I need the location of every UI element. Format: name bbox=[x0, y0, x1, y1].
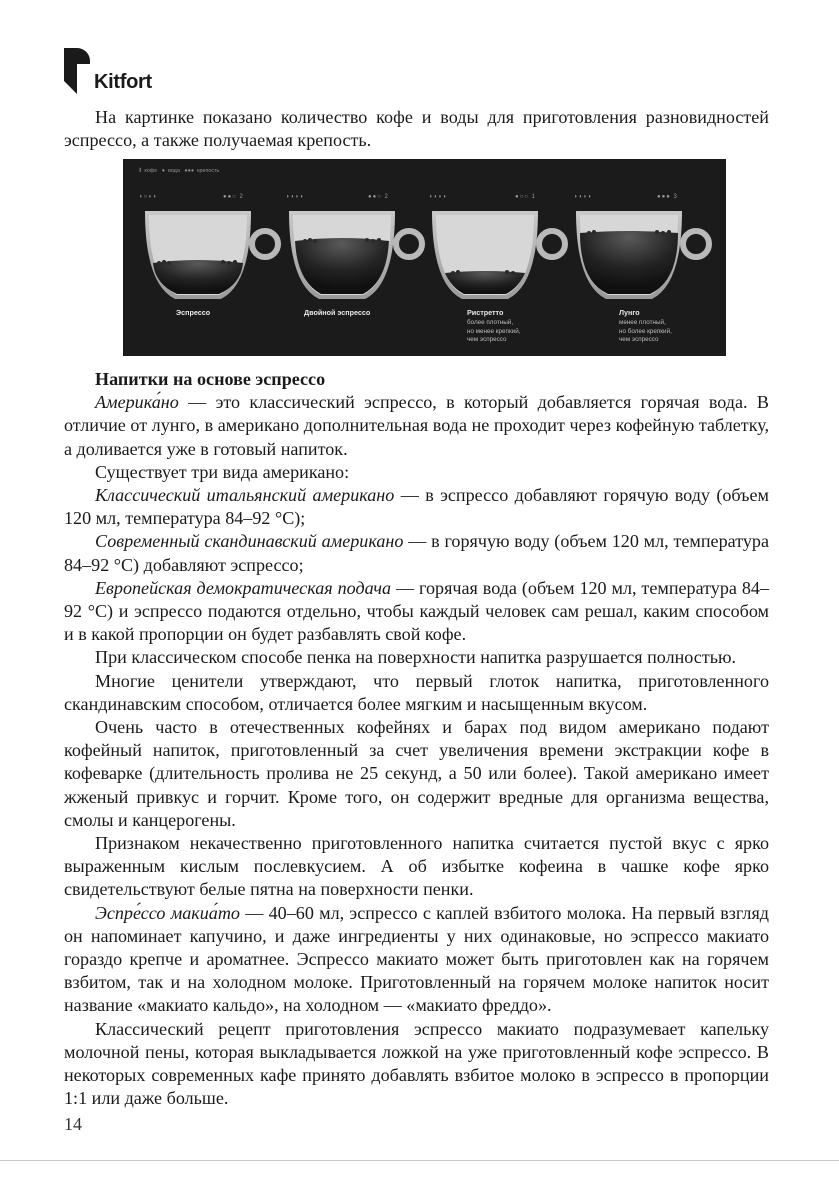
term-euro: Европейская демократическая подача bbox=[95, 577, 392, 598]
paragraph-recipe: Классический рецепт приготовления эспрессо макиато подразумевает капельку молочной пены, которая выкладывается ложкой на уже приготовленный кофе эспрессо. В некоторых современных кафе принято добавлять взбитое молоко в эспрессо в пропорции 1:1 или даже больше. bbox=[64, 1018, 769, 1109]
term-americano: Америка́но bbox=[95, 392, 179, 413]
cup-espresso bbox=[145, 211, 278, 299]
cup-espresso-strength: ●●○ 2 bbox=[223, 194, 244, 200]
coffee-cups-figure bbox=[123, 159, 726, 356]
cup-double-espresso-strength: ●●○ 2 bbox=[368, 194, 389, 200]
cup-espresso-label: Эспрессо bbox=[176, 308, 211, 317]
cup-double-espresso bbox=[289, 211, 422, 299]
term-scandi: Современный скандинавский американо bbox=[95, 531, 404, 552]
legend-strength: крепость bbox=[197, 168, 220, 174]
cup-lungo-note: менее плотный, но более крепкий, чем эспрессо bbox=[619, 319, 672, 344]
figure-legend bbox=[139, 168, 222, 175]
water-drop-icon: ● bbox=[161, 168, 165, 174]
coffee-bean-icon: ⦀ bbox=[139, 168, 142, 174]
paragraph-scandi: Современный скандинавский американо — в горячую воду (объем 120 мл, температура 84–92 °C) добавляют эспрессо; bbox=[64, 531, 769, 575]
term-macchiato: Эспре́ссо макиа́то bbox=[95, 902, 240, 923]
term-classic: Классический итальянский американо bbox=[95, 485, 395, 506]
cup-ristretto bbox=[432, 211, 565, 299]
paragraph-euro: Европейская демократическая подача — горячая вода (объем 120 мл, температура 84–92 °C) и эспрессо подаются отдельно, чтобы каждый человек сам решал, каким способом и в какой пропорции он будет разбавлять свой кофе. bbox=[64, 577, 769, 645]
cup-ristretto-note: более плотный, но менее крепкий, чем эспрессо bbox=[467, 319, 521, 344]
legend-water: вода bbox=[168, 168, 180, 174]
paragraph-bars: Очень часто в отечественных кофейнях и барах под видом американо подают кофейный напиток, приготовленный за счет увеличения времени экстракции кофе в кофеварке (длительность пролива не 25 секунд, а 50 или более). Такой американо имеет жженый привкус и горчит. Кроме того, он содержит вредные для организма вещества, смолы и канцерогены. bbox=[64, 717, 769, 830]
cup-ristretto-label: Ристретто bbox=[467, 308, 504, 317]
paragraph-classic: Классический итальянский американо — в эспрессо добавляют горячую воду (объем 120 мл, температура 84–92 °C); bbox=[64, 485, 769, 529]
cup-lungo-strength: ●●● 3 bbox=[657, 194, 678, 200]
cup-ristretto-icons: ◗◗◗◗ bbox=[429, 194, 448, 200]
paragraph-connoisseurs: Многие ценители утверждают, что первый глоток напитка, приготовленного скандинавским способом, отличается более мягким и насыщенным вкусом. bbox=[64, 670, 769, 714]
paragraph-sign: Признаком некачественно приготовленного напитка считается пустой вкус с ярко выраженным кислым послевкусием. А об избытке кофеина в чашке кофе ярко свидетельствуют белые пятна на поверхности пенки. bbox=[64, 833, 769, 900]
paragraph-americano: Америка́но — это классический эспрессо, в который добавляется горячая вода. В отличие от лунго, в американо дополнительная вода не проходит через кофейную таблетку, а доливается уже в готовый напиток. bbox=[64, 392, 769, 459]
cup-double-espresso-icons: ◗◗◗◗ bbox=[286, 194, 305, 200]
paragraph-types-intro: Существует три вида американо: bbox=[95, 461, 350, 482]
cup-lungo-label: Лунго bbox=[619, 308, 640, 317]
intro-paragraph: На картинке показано количество кофе и воды для приготовления разновидностей эспрессо, а также получаемая крепость. bbox=[64, 107, 769, 151]
kitfort-logo-icon bbox=[64, 48, 90, 94]
cup-double-espresso-label: Двойной эспрессо bbox=[304, 308, 371, 317]
article-body bbox=[64, 368, 769, 1111]
strength-dots-icon: ●●● bbox=[184, 168, 195, 174]
cup-lungo bbox=[576, 211, 709, 299]
page-number: 14 bbox=[64, 1114, 82, 1134]
paragraph-macchiato: Эспре́ссо макиа́то — 40–60 мл, эспрессо с каплей взбитого молока. На первый взгляд он напоминает капучино, и даже ингредиенты у них одинаковые, но эспрессо макиато гораздо крепче и ароматнее. Эспрессо макиато может быть приготовлен как на горячем взбитом, так и на холодном молоке. Приготовленный на горячем молоке напиток носит название «макиато кальдо», на холодном — «макиато фреддо». bbox=[64, 902, 769, 1016]
cup-ristretto-strength: ●○○ 1 bbox=[515, 194, 536, 200]
section-heading: Напитки на основе эспрессо bbox=[95, 369, 326, 389]
brand-logo bbox=[64, 48, 204, 98]
cup-espresso-icons: ◗○◗◗ bbox=[139, 194, 158, 200]
bottom-divider bbox=[0, 1160, 839, 1161]
paragraph-classic-foam: При классическом способе пенка на поверхности напитка разрушается полностью. bbox=[95, 647, 737, 668]
cup-lungo-icons: ◗◗◗◗ bbox=[574, 194, 593, 200]
legend-coffee: кофе bbox=[144, 168, 158, 174]
brand-name: Kitfort bbox=[94, 71, 152, 93]
